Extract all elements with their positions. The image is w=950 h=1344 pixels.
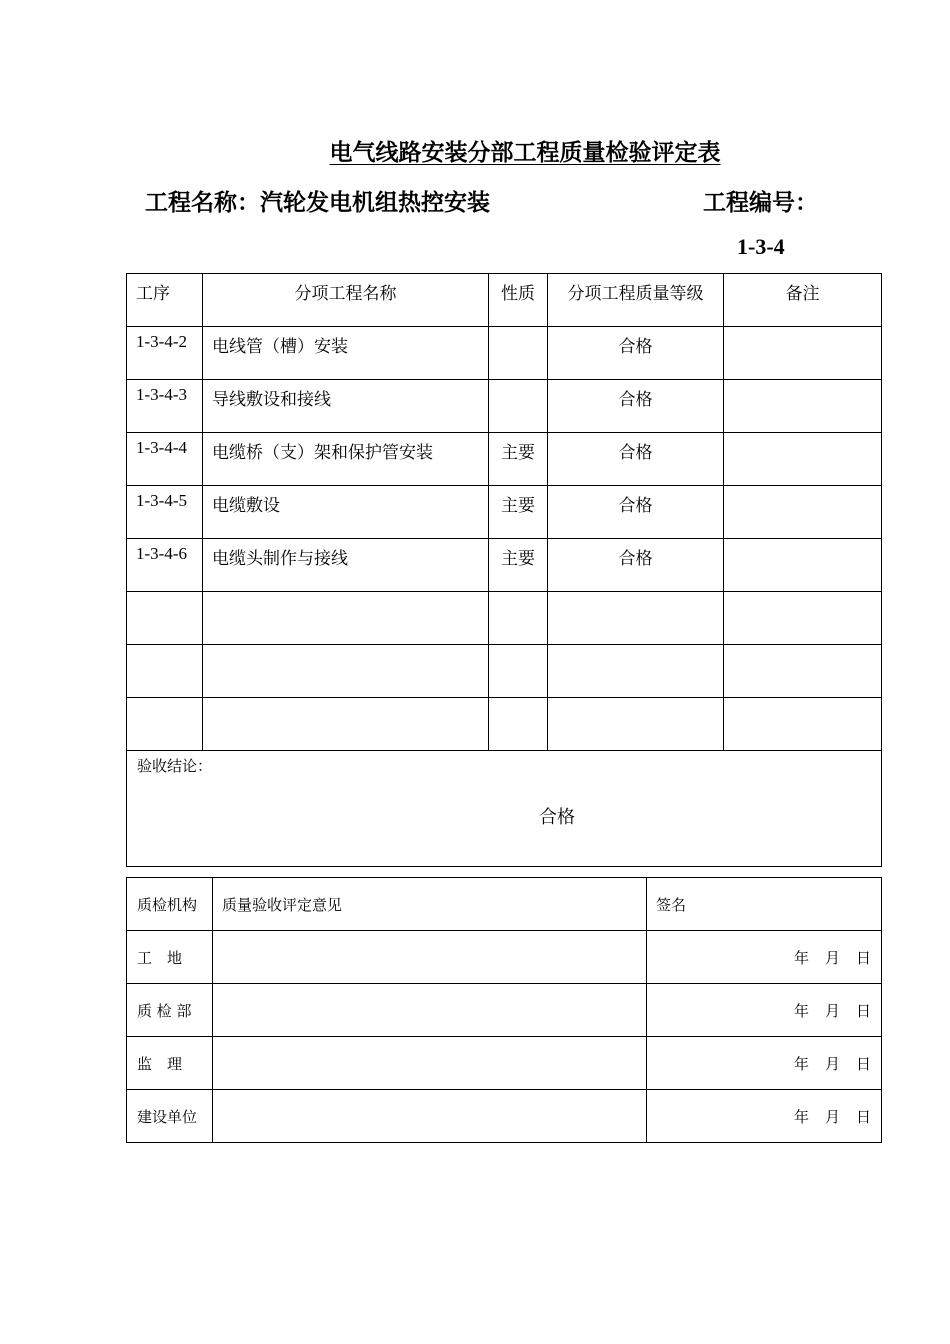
date-month: 月 — [824, 948, 840, 967]
empty-cell — [203, 645, 489, 698]
col-header-signature: 签名 — [647, 878, 882, 931]
date-month: 月 — [824, 1054, 840, 1073]
conclusion-cell — [127, 751, 882, 867]
row-name: 电缆敷设 — [203, 486, 489, 539]
date-year: 年 — [793, 1054, 809, 1073]
empty-table-row — [127, 698, 882, 751]
empty-table-row — [127, 645, 882, 698]
table-row — [127, 433, 882, 486]
date-cell — [647, 931, 882, 984]
signoff-row — [127, 931, 882, 984]
row-code: 1-3-4-5 — [127, 486, 203, 539]
project-name: 工程名称：汽轮发电机组热控安装 — [145, 189, 490, 216]
signoff-row — [127, 984, 882, 1037]
date-cell — [647, 1037, 882, 1090]
table-row — [127, 380, 882, 433]
date-cell — [647, 984, 882, 1037]
date-year: 年 — [793, 948, 809, 967]
row-name: 电线管（槽）安装 — [203, 327, 489, 380]
row-remark — [724, 486, 882, 539]
col-header-process: 工序 — [127, 274, 203, 327]
form-title: 电气线路安装分部工程质量检验评定表 — [329, 139, 721, 166]
empty-cell — [548, 698, 724, 751]
project-number: 1-3-4 — [737, 234, 785, 259]
table-header-row — [127, 274, 882, 327]
row-grade: 合格 — [548, 539, 724, 592]
table-row — [127, 539, 882, 592]
date-day: 日 — [855, 948, 871, 967]
empty-cell — [203, 698, 489, 751]
row-nature: 主要 — [489, 486, 548, 539]
col-header-name: 分项工程名称 — [203, 274, 489, 327]
empty-cell — [724, 592, 882, 645]
org-label: 工 地 — [127, 931, 213, 984]
row-grade: 合格 — [548, 380, 724, 433]
empty-table-row — [127, 592, 882, 645]
row-grade: 合格 — [548, 486, 724, 539]
date-month: 月 — [824, 1001, 840, 1020]
conclusion-label: 验收结论： — [137, 757, 213, 775]
date-year: 年 — [793, 1001, 809, 1020]
row-name: 电缆桥（支）架和保护管安装 — [203, 433, 489, 486]
row-remark — [724, 327, 882, 380]
row-name: 电缆头制作与接线 — [203, 539, 489, 592]
empty-cell — [127, 698, 203, 751]
row-code: 1-3-4-2 — [127, 327, 203, 380]
empty-cell — [489, 698, 548, 751]
empty-cell — [127, 592, 203, 645]
date-month: 月 — [824, 1107, 840, 1126]
project-number-label: 工程编号： — [703, 189, 818, 216]
row-nature: 主要 — [489, 433, 548, 486]
conclusion-value: 合格 — [539, 807, 575, 828]
date-cell — [647, 1090, 882, 1143]
table-row — [127, 486, 882, 539]
date-year: 年 — [793, 1107, 809, 1126]
empty-cell — [724, 645, 882, 698]
date-day: 日 — [855, 1054, 871, 1073]
empty-cell — [548, 592, 724, 645]
org-label: 建设单位 — [127, 1090, 213, 1143]
col-header-opinion: 质量验收评定意见 — [213, 878, 647, 931]
row-code: 1-3-4-3 — [127, 380, 203, 433]
signoff-table — [126, 877, 882, 1143]
row-remark — [724, 380, 882, 433]
row-code: 1-3-4-6 — [127, 539, 203, 592]
org-label: 监 理 — [127, 1037, 213, 1090]
date-day: 日 — [855, 1107, 871, 1126]
row-nature — [489, 380, 548, 433]
row-grade: 合格 — [548, 327, 724, 380]
signoff-row — [127, 1090, 882, 1143]
opinion-cell — [213, 931, 647, 984]
empty-cell — [724, 698, 882, 751]
signoff-header-row — [127, 878, 882, 931]
row-remark — [724, 433, 882, 486]
org-label: 质 检 部 — [127, 984, 213, 1037]
opinion-cell — [213, 1090, 647, 1143]
empty-cell — [203, 592, 489, 645]
row-name: 导线敷设和接线 — [203, 380, 489, 433]
table-row — [127, 327, 882, 380]
empty-cell — [489, 592, 548, 645]
row-nature: 主要 — [489, 539, 548, 592]
opinion-cell — [213, 984, 647, 1037]
row-remark — [724, 539, 882, 592]
col-header-remark: 备注 — [724, 274, 882, 327]
col-header-grade: 分项工程质量等级 — [548, 274, 724, 327]
col-header-nature: 性质 — [489, 274, 548, 327]
empty-cell — [489, 645, 548, 698]
empty-cell — [548, 645, 724, 698]
opinion-cell — [213, 1037, 647, 1090]
sub-item-table — [126, 273, 882, 867]
empty-cell — [127, 645, 203, 698]
row-grade: 合格 — [548, 433, 724, 486]
row-code: 1-3-4-4 — [127, 433, 203, 486]
signoff-row — [127, 1037, 882, 1090]
date-day: 日 — [855, 1001, 871, 1020]
conclusion-row — [127, 751, 882, 867]
col-header-org: 质检机构 — [127, 878, 213, 931]
row-nature — [489, 327, 548, 380]
